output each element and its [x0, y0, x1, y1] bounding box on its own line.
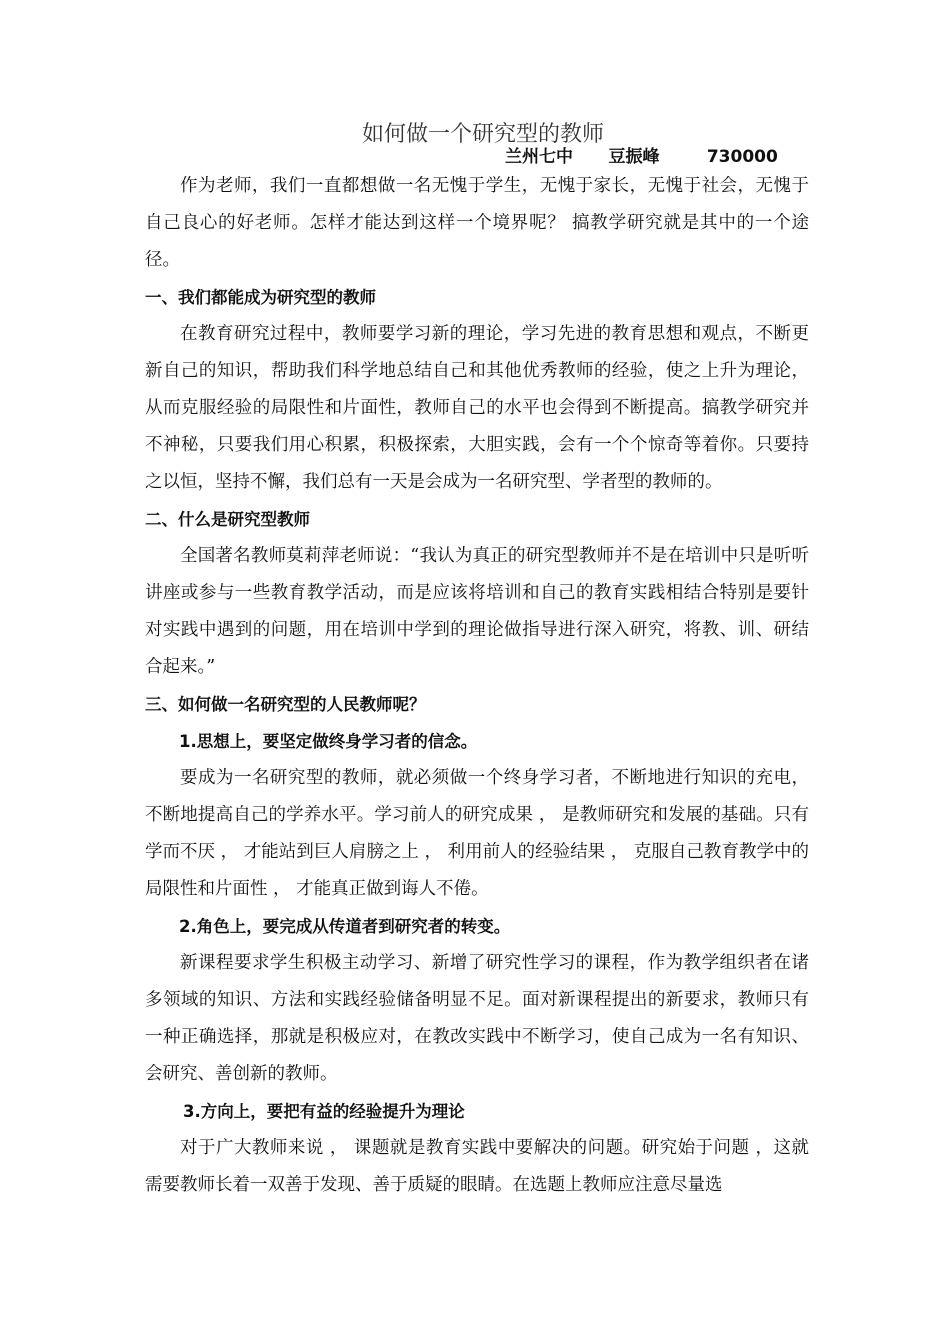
section-1-paragraph: 在教育研究过程中，教师要学习新的理论，学习先进的教育思想和观点，不断更新自己的知识，帮助我们科学地总结自己和其他优秀教师的经验，使之上升为理论，从而克服经验的局限性和片面性，教师自己的水平也会得到不断提高。搞教学研究并不神秘，只要我们用心积累，积极探索，大胆实践，会有一个个惊奇等着你。只要持之以恒，坚持不懈，我们总有一天是会成为一名研究型、学者型的教师的。 — [145, 324, 809, 492]
document-page — [145, 118, 809, 1204]
point-3-heading: 3.方向上，要把有益的经验提升为理论 — [183, 1102, 465, 1121]
point-2-heading: 2.角色上，要完成从传道者到研究者的转变。 — [179, 917, 511, 936]
author-byline: 兰州七中 豆振峰 730000 — [505, 147, 778, 167]
section-2-heading: 二、什么是研究型教师 — [145, 510, 310, 529]
intro-paragraph: 作为老师，我们一直都想做一名无愧于学生，无愧于家长，无愧于社会，无愧于自己良心的好老师。怎样才能达到这样一个境界呢？ 搞教学研究就是其中的一个途径。 — [145, 176, 809, 270]
section-3-heading: 三、如何做一名研究型的人民教师呢？ — [145, 695, 426, 714]
document-title: 如何做一个研究型的教师 — [361, 122, 604, 147]
point-1-paragraph: 要成为一名研究型的教师，就必须做一个终身学习者，不断地进行知识的充电，不断地提高自己的学养水平。学习前人的研究成果 ， 是教师研究和发展的基础。只有学而不厌 ， 才能站到巨人肩膀之上 ， 利用前人的经验结果 ， 克服自己教育教学中的局限性和片面性 ， 才能真正做到诲人不倦。 — [145, 768, 809, 899]
section-2-paragraph: 全国著名教师莫莉萍老师说：“我认为真正的研究型教师并不是在培训中只是听听讲座或参与一些教育教学活动，而是应该将培训和自己的教育实践相结合特别是要针对实践中遇到的问题，用在培训中学到的理论做指导进行深入研究，将教、训、研结合起来。” — [145, 546, 809, 677]
point-3-paragraph: 对于广大教师来说 ， 课题就是教育实践中要解决的问题。研究始于问题 ，这就需要教师长着一双善于发现、善于质疑的眼睛。在选题上教师应注意尽量选 — [145, 1138, 809, 1195]
section-1-heading: 一、我们都能成为研究型的教师 — [145, 288, 376, 307]
point-1-heading: 1.思想上，要坚定做终身学习者的信念。 — [179, 732, 478, 751]
point-2-paragraph: 新课程要求学生积极主动学习、新增了研究性学习的课程，作为教学组织者在诸多领域的知识、方法和实践经验储备明显不足。面对新课程提出的新要求，教师只有一种正确选择，那就是积极应对，在教改实践中不断学习，使自己成为一名有知识、会研究、善创新的教师。 — [145, 953, 809, 1084]
